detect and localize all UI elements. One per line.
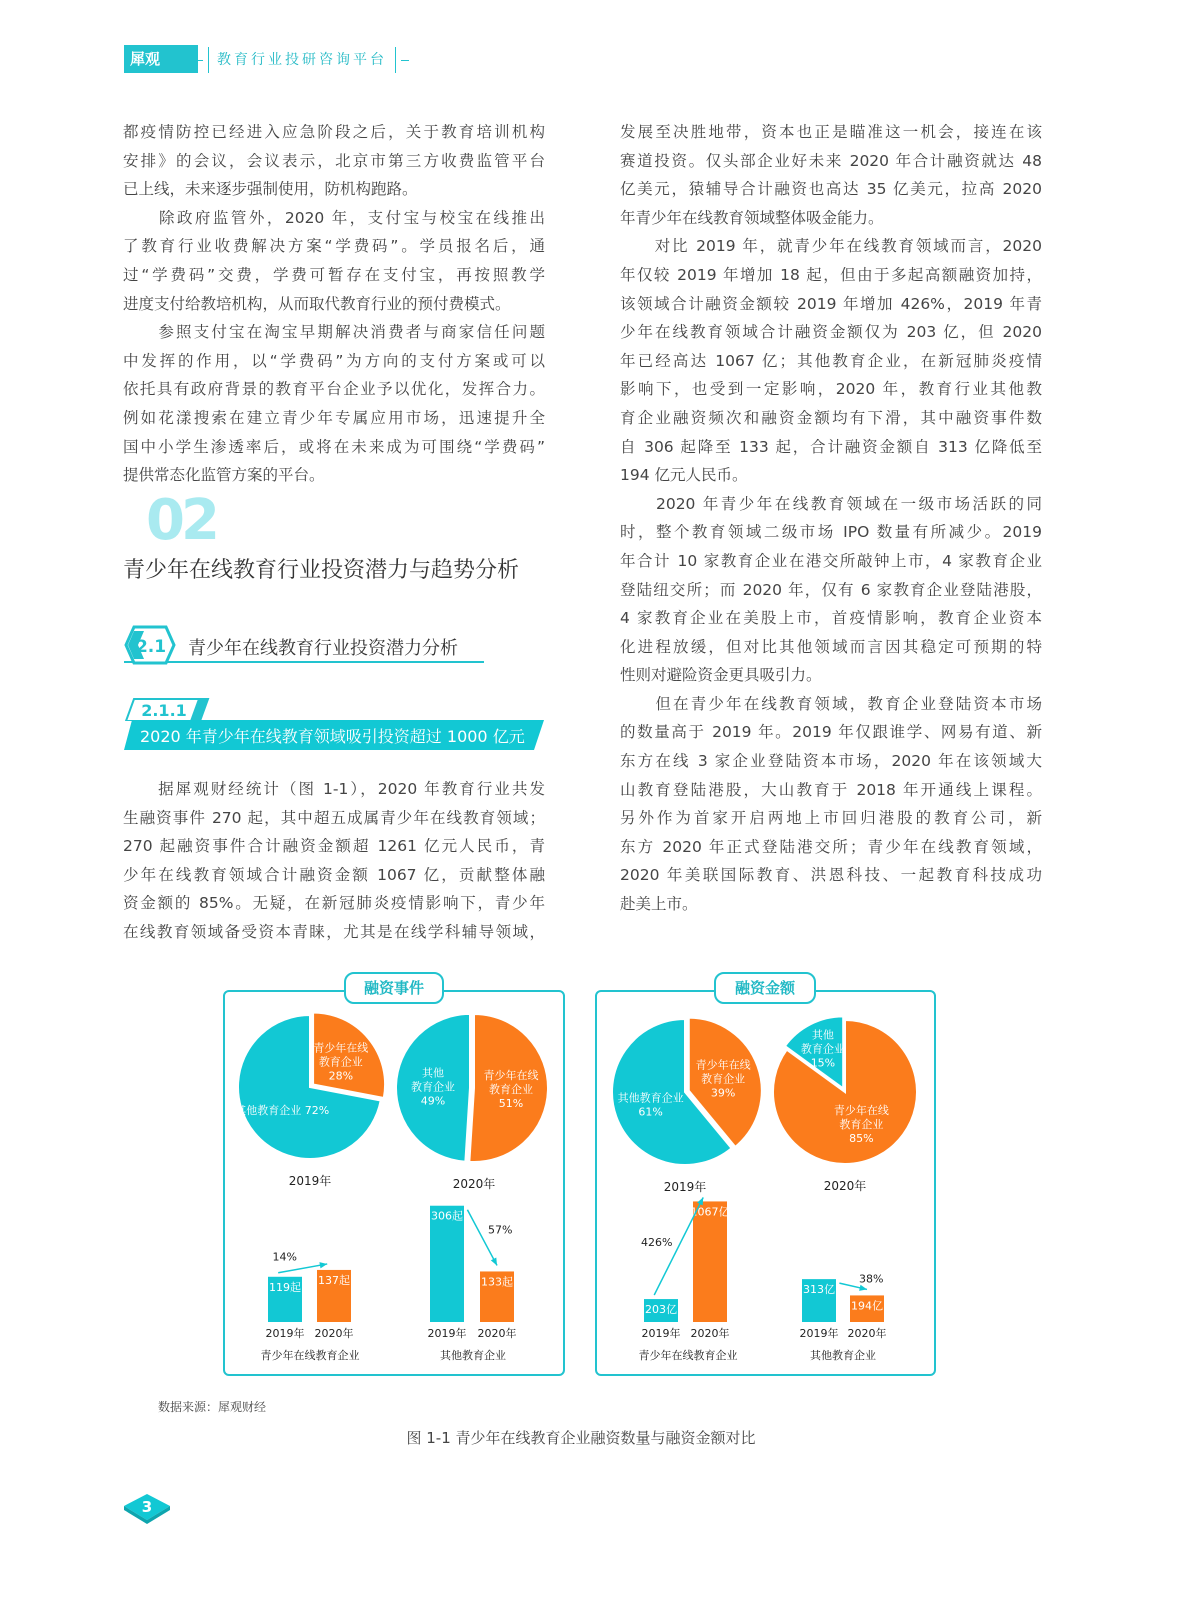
bar-category: 2020年 [314,1327,354,1340]
bar-label: 203亿 [645,1303,677,1317]
subsection-number: 2.1 [135,637,167,657]
section-number: 02 [146,488,216,553]
pie-slice-label: 61% [638,1105,663,1119]
text-line: 270 起融资事件合计融资金额超 1261 亿元人民币，青 [123,837,545,856]
pie-slice-label: 教育企业 [839,1118,884,1132]
bar-category: 2020年 [690,1327,730,1340]
text-line: 生融资事件 270 起，其中超五成属青少年在线教育领域； [123,808,545,827]
bar [430,1206,464,1322]
arrow-head [319,1262,327,1268]
pie-slice-label: 青少年在线 [483,1069,539,1083]
text-line: 登陆纽交所；而 2020 年，仅有 6 家教育企业登陆港股， [620,580,1042,599]
pie-slice-label: 28% [328,1069,354,1083]
change-percent: 57% [487,1223,513,1237]
bar [693,1201,727,1322]
text-line: 年已经高达 1067 亿；其他教育企业，在新冠肺炎疫情 [620,351,1042,370]
pie-slice-label: 教育企业 [318,1055,363,1069]
pie-slice-label: 其他 [422,1066,445,1080]
text-line: 进度支付给教培机构，从而取代教育行业的预付费模式。 [123,294,511,313]
bar-label: 1067亿 [690,1205,730,1219]
text-line: 2020 年美联国际教育、洪恩科技、一起教育科技成功 [620,866,1042,885]
subsection-title: 青少年在线教育行业投资潜力分析 [188,638,458,659]
amount-panel-title: 融资金额 [714,972,816,1004]
text-line: 影响下，也受到一定影响，2020 年，教育行业其他教 [620,380,1042,399]
pie-slice-label: 85% [849,1132,874,1146]
text-line: 依托具有政府背景的教育平台企业予以优化，发挥合力。 [123,380,545,399]
text-line: 已上线，未来逐步强制使用，防机构跑路。 [123,180,418,199]
text-line: 赛道投资。仅头部企业好未来 2020 年合计融资就达 48 [620,151,1042,170]
pie-slice-label: 青少年在线 [695,1058,751,1072]
text-line: 年合计 10 家教育企业在港交所敲钟上市，4 家教育企业 [620,551,1042,570]
text-line: 对比 2019 年，就青少年在线教育领域而言，2020 [620,237,1042,256]
bar-category: 2019年 [641,1327,681,1340]
text-line: 4 家教育企业在美股上市，首疫情影响，教育企业资本 [620,609,1042,628]
text-line: 另外作为首家开启两地上市回归港股的教育公司，新 [620,809,1042,828]
pie-slice-label: 教育企业 [411,1080,456,1094]
header-tagline: 教育行业投研咨询平台 [208,47,396,73]
text-line: 少年在线教育领域合计融资金额仅为 203 亿，但 2020 [620,323,1042,342]
text-line: 国中小学生渗透率后，或将在未来成为可围绕“学费码” [123,437,545,456]
text-line: 赴美上市。 [620,895,698,914]
text-line: 亿美元，猿辅导合计融资也高达 35 亿美元，拉高 2020 [620,180,1042,199]
text-line: 年青少年在线教育领域整体吸金能力。 [620,208,884,227]
bar-category: 2019年 [799,1327,839,1340]
text-line: 都疫情防控已经进入应急阶段之后，关于教育培训机构 [123,123,545,141]
text-line: 例如花漾搜索在建立青少年专属应用市场，迅速提升全 [123,408,545,427]
pie-title: 2020年 [823,1179,867,1193]
bar-category: 2020年 [477,1327,517,1340]
pie-title: 2019年 [663,1180,707,1194]
section-title: 青少年在线教育行业投资潜力与趋势分析 [123,558,520,583]
text-line: 2020 年青少年在线教育领域在一级市场活跃的同 [620,494,1042,513]
text-line: 山教育登陆港股，大山教育于 2018 年开通线上课程。 [620,780,1042,799]
bar-group-label: 其他教育企业 [440,1349,506,1362]
text-line: 东方 2020 年正式登陆港交所；青少年在线教育领域， [620,837,1042,856]
text-line: 该领域合计融资金额较 2019 年增加 426%，2019 年青 [620,294,1042,313]
pie-slice-label: 其他教育企业 72% [235,1103,330,1117]
text-line: 据犀观财经统计（图 1-1），2020 年教育行业共发 [123,780,545,798]
bar-category: 2019年 [265,1327,305,1340]
text-line: 时，整个教育领域二级市场 IPO 数量有所减少。2019 [620,523,1042,542]
pie-slice-label: 青少年在线 [833,1104,889,1118]
pie-slice-label: 教育企业 [488,1083,533,1097]
pie-slice-label: 教育企业 [701,1072,746,1086]
bar-label: 313亿 [803,1283,835,1297]
change-percent: 38% [858,1272,884,1286]
bar-category: 2019年 [427,1327,467,1340]
bar-category: 2020年 [847,1327,887,1340]
text-line: 但在青少年在线教育领域，教育企业登陆资本市场 [620,694,1042,713]
text-line: 安排》的会议，会议表示，北京市第三方收费监管平台 [123,151,545,170]
bar-group-label: 青少年在线教育企业 [260,1349,360,1362]
text-line: 性则对避险资金更具吸引力。 [620,666,822,685]
pie-slice-label: 39% [710,1086,736,1100]
pie-slice-label: 其他 [811,1028,834,1042]
events-panel-title: 融资事件 [344,972,444,1004]
pie-slice-label: 青少年在线 [313,1041,369,1055]
text-line: 194 亿元人民币。 [620,466,748,485]
text-line: 参照支付宝在淘宝早期解决消费者与商家信任问题 [123,323,545,342]
text-line: 中发挥的作用，以“学费码”为方向的支付方案或可以 [123,351,545,370]
change-percent: 426% [640,1236,673,1250]
bar-label: 137起 [318,1273,350,1287]
bar-label: 194亿 [851,1299,883,1313]
text-line: 提供常态化监管方案的平台。 [123,466,325,485]
text-line: 的数量高于 2019 年。2019 年仅跟谁学、网易有道、新 [620,723,1042,742]
figure-caption: 图 1-1 青少年在线教育企业融资数量与融资金额对比 [406,1429,756,1447]
text-line: 化进程放缓，但对比其他领域而言因其稳定可预期的特 [620,637,1042,656]
change-arrow [467,1210,497,1266]
pie-title: 2020年 [452,1177,496,1191]
subsubsection-title: 2020 年青少年在线教育领域吸引投资超过 1000 亿元 [140,727,525,746]
text-line: 除政府监管外，2020 年，支付宝与校宝在线推出 [123,208,545,227]
text-line: 在线教育领域备受资本青睐，尤其是在线学科辅导领域， [123,922,545,941]
pie-slice-label: 49% [420,1094,446,1108]
pie-slice-label: 教育企业 [800,1042,845,1056]
bar-label: 133起 [481,1275,513,1289]
text-line: 了教育行业收费解决方案“学费码”。学员报名后，通 [123,237,545,256]
text-line: 资金额的 85%。无疑，在新冠肺炎疫情影响下，青少年 [123,894,545,913]
text-line: 年仅较 2019 年增加 18 起，但由于多起高额融资加持， [620,265,1042,284]
bar-group-label: 其他教育企业 [810,1349,876,1362]
text-line: 发展至决胜地带，资本也正是瞄准这一机会，接连在该 [620,123,1042,141]
figure-source: 数据来源：犀观财经 [158,1400,267,1414]
text-line: 东方在线 3 家企业登陆资本市场，2020 年在该领域大 [620,752,1042,771]
text-line: 育企业融资频次和融资金额均有下滑，其中融资事件数 [620,408,1042,427]
text-line: 少年在线教育领域合计融资金额 1067 亿，贡献整体融 [123,865,545,884]
logo: 犀观 [124,45,198,73]
bar-label: 119起 [269,1280,301,1294]
pie-title: 2019年 [288,1174,332,1188]
text-line: 自 306 起降至 133 起，合计融资金额自 313 亿降低至 [620,437,1042,456]
page-number: 3 [141,1498,153,1516]
text-line: 过“学费码”交费，学费可暂存在支付宝，再按照教学 [123,265,545,284]
pie-slice-label: 15% [810,1056,836,1070]
pie-slice-label: 其他教育企业 [617,1091,684,1105]
bar-group-label: 青少年在线教育企业 [638,1349,738,1362]
bar-label: 306起 [431,1209,463,1223]
change-percent: 14% [272,1250,297,1264]
pie-slice-label: 51% [498,1097,524,1111]
page-number-badge [122,1490,172,1524]
subsubsection-number: 2.1.1 [141,701,187,720]
